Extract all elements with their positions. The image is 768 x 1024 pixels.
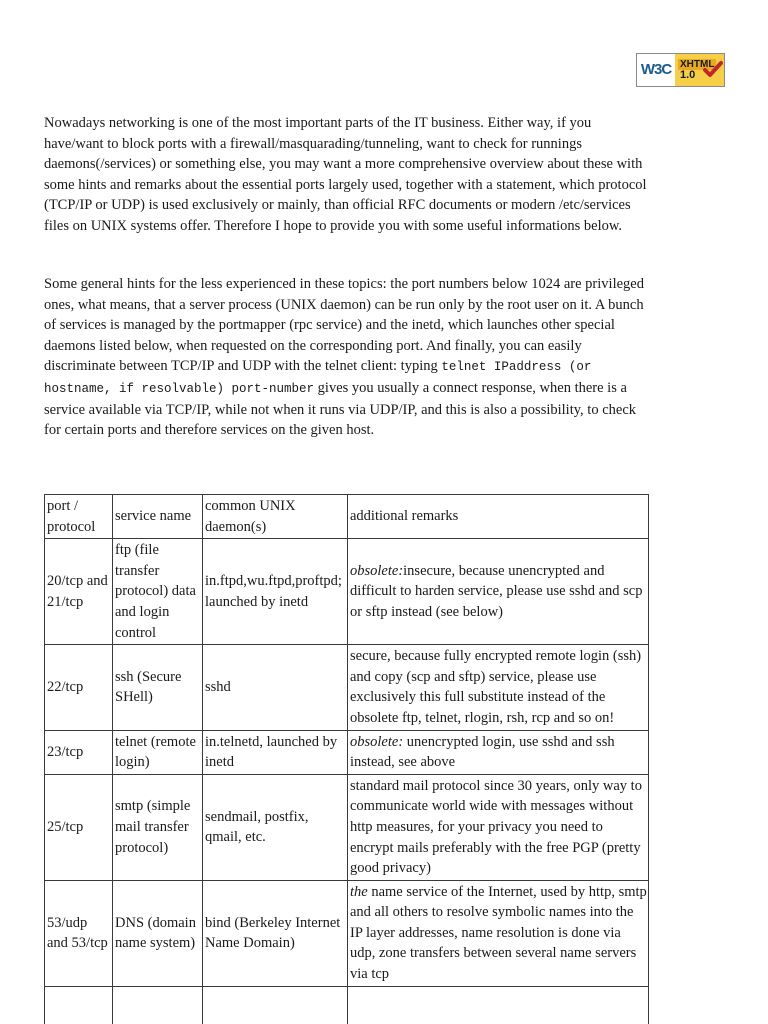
- table-row: [45, 730, 649, 774]
- table-row: [45, 539, 649, 645]
- cell-daemon: bind (Berkeley Internet Name Domain): [203, 880, 348, 986]
- cell-remark: [348, 539, 649, 645]
- cell-remark: [348, 730, 649, 774]
- cell-service: telnet (remote login): [113, 730, 203, 774]
- header-port-protocol: port / protocol: [45, 495, 113, 539]
- table-row-partial: [45, 986, 649, 1024]
- intro-paragraph: Nowadays networking is one of the most important parts of the IT business. Either way, if you have/want to block ports with a firewall/masquarading/tunneling, want to check for runnings daemons(/services) or something else, you may want a more comprehensive overview about these with some hints and remarks about the essential ports largely used, together with a statement, which protocol (TCP/IP or UDP) is used exclusively or mainly, than official RFC documents or modern /etc/services files on UNIX systems offer. Therefore I hope to provide you with some useful informations below.: [44, 115, 647, 234]
- cell-port: 23/tcp: [45, 730, 113, 774]
- cell-daemon: sshd: [203, 645, 348, 730]
- cell-port: 53/udp and 53/tcp: [45, 880, 113, 986]
- cell-port: 22/tcp: [45, 645, 113, 730]
- remark-text: standard mail protocol since 30 years, only way to communicate world wide with messages without http measures, for your privacy you need to encrypt mails preferably with the free PGP (pretty good privacy): [350, 777, 642, 877]
- cell-empty: [45, 986, 113, 1024]
- cell-service: ftp (file transfer protocol) data and login control: [113, 539, 203, 645]
- table-row: [45, 774, 649, 880]
- w3c-logo: W3C: [637, 54, 675, 86]
- cell-remark: [348, 774, 649, 880]
- remark-text: name service of the Internet, used by http, smtp and all others to resolve symbolic names into the IP layer addresses, name resolution is done via udp, zone transfers between several name servers via tcp: [350, 883, 647, 983]
- remark-text: insecure, because unencrypted and difficult to harden service, please use sshd and scp or sftp instead (see below): [350, 562, 643, 620]
- cell-service: ssh (Secure SHell): [113, 645, 203, 730]
- cell-port: 25/tcp: [45, 774, 113, 880]
- cell-daemon: sendmail, postfix, qmail, etc.: [203, 774, 348, 880]
- remark-text: secure, because fully encrypted remote login (ssh) and copy (scp and sftp) service, please use exclusively this full substitute instead of the obsolete ftp, telnet, rlogin, rsh, rcp and so on!: [350, 648, 642, 726]
- table-row: [45, 880, 649, 986]
- xhtml-version: 1.0: [680, 69, 696, 81]
- header-unix-daemons: common UNIX daemon(s): [203, 495, 348, 539]
- xhtml-label: XHTML: [680, 59, 715, 70]
- cell-service: smtp (simple mail transfer protocol): [113, 774, 203, 880]
- cell-empty: [203, 986, 348, 1024]
- table-header-row: [45, 495, 649, 539]
- table-row: [45, 645, 649, 730]
- xhtml-version-label: [675, 54, 724, 86]
- cell-daemon: in.telnetd, launched by inetd: [203, 730, 348, 774]
- cell-empty: [113, 986, 203, 1024]
- ports-table: [44, 494, 649, 1024]
- hints-paragraph: [44, 274, 648, 441]
- remark-text: unencrypted login, use sshd and ssh instead, see above: [350, 733, 615, 771]
- hints-text-after: gives you usually a connect response, when there is a service available via TCP/IP, while not when it runs via UDP/IP, and this is also a possibility, to check for certain ports and therefore services on the given host.: [44, 379, 637, 439]
- w3c-xhtml-valid-badge[interactable]: [636, 53, 725, 87]
- cell-port: 20/tcp and 21/tcp: [45, 539, 113, 645]
- cell-daemon: in.ftpd,wu.ftpd,proftpd; launched by inetd: [203, 539, 348, 645]
- hints-text-before: Some general hints for the less experienced in these topics: the port numbers below 1024 are privileged ones, what means, that a server process (UNIX daemon) can be run only by the root user on it. A bunch of services is managed by the portmapper (rpc service) and the inetd, which launches other special daemons listed below, when requested on the corresponding port. And finally, you can easily discriminate between TCP/IP and UDP with the telnet client: typing: [44, 276, 644, 375]
- remark-emphasis: the: [350, 883, 368, 900]
- header-additional-remarks: additional remarks: [348, 495, 649, 539]
- checkmark-icon: [703, 60, 723, 80]
- remark-emphasis: obsolete:: [350, 562, 404, 579]
- remark-emphasis: obsolete:: [350, 733, 404, 750]
- telnet-command: telnet IPaddress (or hostname, if resolvable) port-number: [44, 360, 592, 396]
- cell-remark: [348, 645, 649, 730]
- header-service-name: service name: [113, 495, 203, 539]
- cell-remark: [348, 880, 649, 986]
- cell-empty: [348, 986, 649, 1024]
- cell-service: DNS (domain name system): [113, 880, 203, 986]
